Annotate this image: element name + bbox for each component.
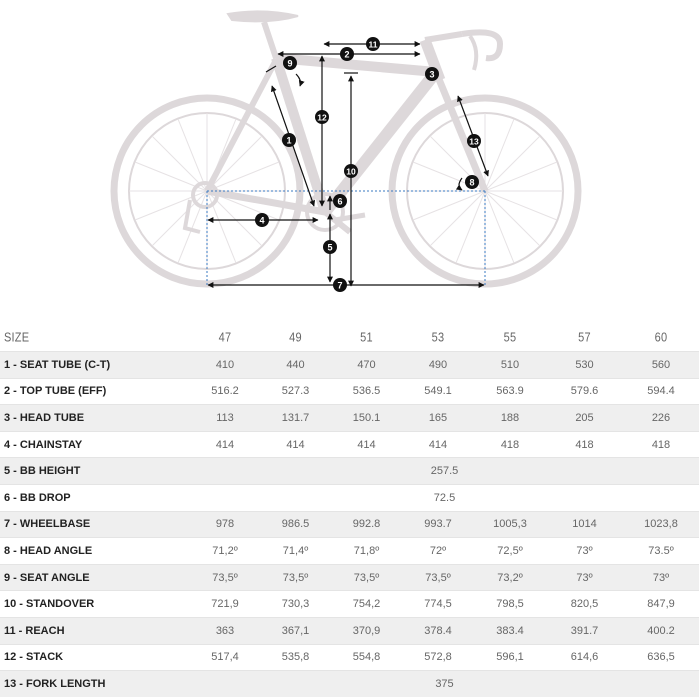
value-cell: 414 (402, 431, 474, 458)
value-cell: 993.7 (402, 511, 474, 538)
value-cell: 560 (623, 352, 699, 379)
value-cell: 414 (331, 431, 402, 458)
table-row (0, 352, 699, 379)
table-row (0, 617, 699, 644)
value-cell: 363 (190, 617, 260, 644)
value-cell: 527.3 (260, 378, 331, 405)
row-label: 12 - STACK (0, 644, 190, 671)
marker-13 (467, 134, 481, 148)
value-cell: 978 (190, 511, 260, 538)
row-label: 2 - TOP TUBE (EFF) (0, 378, 190, 405)
svg-text:13: 13 (469, 136, 479, 147)
size-column-header: 53 (431, 331, 445, 345)
value-cell: 150.1 (331, 405, 402, 432)
size-column-header: 55 (503, 331, 517, 345)
value-cell: 71,8º (331, 538, 402, 565)
marker-6 (333, 194, 347, 208)
table-row (0, 538, 699, 565)
value-cell: 614,6 (546, 644, 623, 671)
marker-9 (283, 56, 297, 70)
value-cell: 517,4 (190, 644, 260, 671)
value-cell: 536.5 (331, 378, 402, 405)
svg-text:1: 1 (286, 135, 292, 146)
value-cell: 73,5º (260, 564, 331, 591)
marker-2 (340, 47, 354, 61)
svg-text:9: 9 (287, 58, 293, 69)
bike-geometry-diagram (0, 0, 699, 325)
value-cell: 510 (474, 352, 546, 379)
svg-text:2: 2 (344, 49, 350, 60)
value-cell: 131.7 (260, 405, 331, 432)
value-cell: 418 (474, 431, 546, 458)
geometry-rows (0, 352, 699, 697)
value-cell: 490 (402, 352, 474, 379)
value-cell: 367,1 (260, 617, 331, 644)
svg-text:5: 5 (327, 242, 333, 253)
value-cell: 535,8 (260, 644, 331, 671)
value-cell: 414 (260, 431, 331, 458)
value-cell: 820,5 (546, 591, 623, 618)
marker-1 (282, 133, 296, 147)
table-row (0, 378, 699, 405)
marker-3 (425, 67, 439, 81)
value-cell: 596,1 (474, 644, 546, 671)
value-cell: 774,5 (402, 591, 474, 618)
value-cell: 636,5 (623, 644, 699, 671)
size-column-header: 47 (218, 331, 232, 345)
value-cell: 226 (623, 405, 699, 432)
size-header: SIZE (4, 331, 30, 345)
merged-value-cell: 257.5 (190, 458, 699, 485)
marker-7 (333, 278, 347, 292)
svg-text:12: 12 (317, 112, 327, 123)
value-cell: 71,2º (190, 538, 260, 565)
row-label: 4 - CHAINSTAY (0, 431, 190, 458)
table-row (0, 564, 699, 591)
row-label: 8 - HEAD ANGLE (0, 538, 190, 565)
value-cell: 72º (402, 538, 474, 565)
size-column-header: 51 (360, 331, 373, 345)
value-cell: 992.8 (331, 511, 402, 538)
value-cell: 594.4 (623, 378, 699, 405)
table-row (0, 644, 699, 671)
value-cell: 1014 (546, 511, 623, 538)
marker-4 (255, 213, 269, 227)
value-cell: 72,5º (474, 538, 546, 565)
value-cell: 530 (546, 352, 623, 379)
value-cell: 188 (474, 405, 546, 432)
value-cell: 1023,8 (623, 511, 699, 538)
value-cell: 516.2 (190, 378, 260, 405)
table-row (0, 405, 699, 432)
value-cell: 391.7 (546, 617, 623, 644)
table-row (0, 511, 699, 538)
value-cell: 440 (260, 352, 331, 379)
size-column-header: 57 (578, 331, 591, 345)
value-cell: 383.4 (474, 617, 546, 644)
merged-value-cell: 375 (190, 671, 699, 697)
value-cell: 410 (190, 352, 260, 379)
value-cell: 470 (331, 352, 402, 379)
value-cell: 579.6 (546, 378, 623, 405)
geometry-table (0, 325, 699, 697)
value-cell: 847,9 (623, 591, 699, 618)
merged-value-cell: 72.5 (190, 484, 699, 511)
marker-12 (315, 110, 329, 124)
value-cell: 986.5 (260, 511, 331, 538)
row-label: 10 - STANDOVER (0, 591, 190, 618)
value-cell: 563.9 (474, 378, 546, 405)
size-column-header: 49 (289, 331, 302, 345)
value-cell: 73.5º (623, 538, 699, 565)
svg-text:11: 11 (368, 39, 378, 50)
value-cell: 418 (546, 431, 623, 458)
value-cell: 73,2º (474, 564, 546, 591)
value-cell: 205 (546, 405, 623, 432)
value-cell: 378.4 (402, 617, 474, 644)
size-column-header: 60 (654, 331, 668, 345)
value-cell: 798,5 (474, 591, 546, 618)
marker-10 (344, 164, 358, 178)
svg-text:6: 6 (337, 196, 343, 207)
value-cell: 414 (190, 431, 260, 458)
value-cell: 73,5º (331, 564, 402, 591)
value-cell: 721,9 (190, 591, 260, 618)
value-cell: 370,9 (331, 617, 402, 644)
row-label: 7 - WHEELBASE (0, 511, 190, 538)
svg-text:4: 4 (259, 215, 265, 226)
row-label: 1 - SEAT TUBE (C-T) (0, 352, 190, 379)
value-cell: 73º (623, 564, 699, 591)
row-label: 13 - FORK LENGTH (0, 671, 190, 697)
value-cell: 572,8 (402, 644, 474, 671)
value-cell: 73,5º (190, 564, 260, 591)
marker-5 (323, 240, 337, 254)
size-header-row (0, 325, 699, 352)
table-row (0, 591, 699, 618)
row-label: 6 - BB DROP (0, 484, 190, 511)
value-cell: 554,8 (331, 644, 402, 671)
value-cell: 165 (402, 405, 474, 432)
marker-11 (366, 37, 380, 51)
value-cell: 400.2 (623, 617, 699, 644)
value-cell: 73,5º (402, 564, 474, 591)
value-cell: 113 (190, 405, 260, 432)
svg-text:3: 3 (429, 69, 435, 80)
value-cell: 549.1 (402, 378, 474, 405)
marker-8 (465, 175, 479, 189)
value-cell: 73º (546, 564, 623, 591)
svg-text:10: 10 (346, 166, 356, 177)
svg-text:7: 7 (337, 280, 343, 291)
value-cell: 1005,3 (474, 511, 546, 538)
row-label: 11 - REACH (0, 617, 190, 644)
value-cell: 73º (546, 538, 623, 565)
value-cell: 418 (623, 431, 699, 458)
value-cell: 754,2 (331, 591, 402, 618)
table-row (0, 484, 699, 511)
value-cell: 71,4º (260, 538, 331, 565)
row-label: 9 - SEAT ANGLE (0, 564, 190, 591)
row-label: 5 - BB HEIGHT (0, 458, 190, 485)
table-row (0, 458, 699, 485)
table-row (0, 431, 699, 458)
row-label: 3 - HEAD TUBE (0, 405, 190, 432)
svg-text:8: 8 (469, 177, 475, 188)
table-row (0, 671, 699, 697)
value-cell: 730,3 (260, 591, 331, 618)
